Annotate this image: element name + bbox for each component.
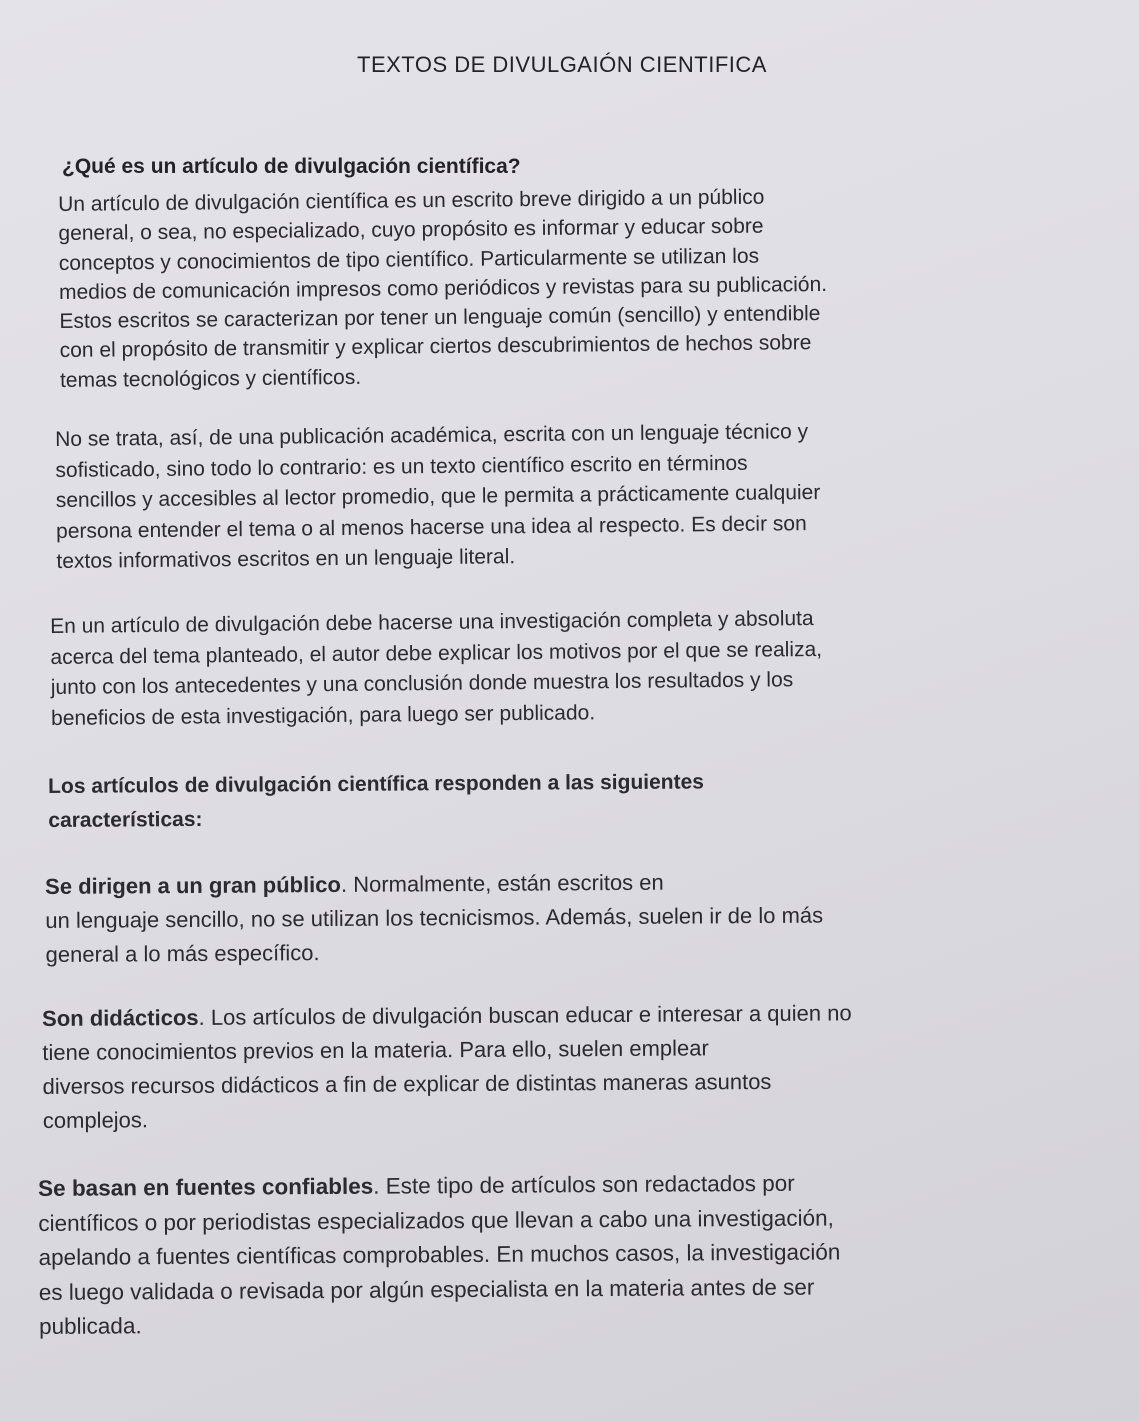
paragraph-not-academic: [55, 417, 821, 577]
text-line: conceptos y conocimientos de tipo científico. Particularmente se utilizan los: [58, 244, 760, 275]
text-line: persona entender el tema o al menos hacerse una idea al respecto. Es decir son: [55, 511, 807, 543]
document-title: TEXTOS DE DIVULGAIÓN CIENTIFICA: [357, 52, 767, 77]
text-line: es luego validada o revisada por algún especialista en la materia antes de ser: [38, 1274, 815, 1305]
text-fragment: . Normalmente, están escritos en: [340, 869, 664, 897]
text-line: general a lo más específico.: [45, 940, 320, 967]
text-line: con el propósito de transmitir y explicar ciertos descubrimientos de hechos sobre: [59, 331, 812, 363]
text-line: sofisticado, sino todo lo contrario: es un texto científico escrito en términos: [55, 451, 748, 482]
text-line: [45, 865, 823, 904]
text-line: Un artículo de divulgación científica es un escrito breve dirigido a un público: [58, 185, 765, 216]
text-line: características:: [48, 807, 203, 832]
text-fragment: . Este tipo de artículos son redactados por: [373, 1170, 795, 1199]
text-line: beneficios de esta investigación, para luego ser publicado.: [50, 700, 596, 730]
text-fragment: . Los artículos de divulgación buscan educar e interesar a quien no: [198, 1000, 852, 1030]
text-line: [38, 1166, 840, 1206]
text-line: tiene conocimientos previos en la materia. Para ello, suelen emplear: [42, 1035, 709, 1065]
paragraph-investigation: [50, 604, 823, 734]
characteristic-reliable-sources: [38, 1166, 841, 1344]
text-line: complejos.: [42, 1107, 149, 1133]
text-line: medios de comunicación impresos como periódicos y revistas para su publicación.: [58, 272, 828, 304]
text-line: general, o sea, no especializado, cuyo propósito es informar y educar sobre: [58, 214, 764, 246]
text-line: apelando a fuentes científicas comprobables. En muchos casos, la investigación: [38, 1239, 841, 1270]
characteristic-general-public: [45, 865, 823, 972]
paragraph-definition: [58, 182, 828, 395]
text-line: acerca del tema planteado, el autor debe explicar los motivos por el que se realiza,: [50, 637, 823, 669]
characteristics-heading: [48, 765, 704, 838]
text-line: [42, 996, 852, 1036]
text-line: publicada.: [38, 1313, 142, 1339]
text-line: Estos escritos se caracterizan por tener un lenguaje común (sencillo) y entendible: [59, 302, 821, 334]
text-line: textos informativos escritos en un lenguaje literal.: [56, 545, 516, 573]
text-line: En un artículo de divulgación debe hacerse una investigación completa y absoluta: [50, 607, 814, 638]
text-line: científicos o por periodistas especializados que llevan a cabo una investigación,: [38, 1204, 834, 1236]
text-line: sencillos y accesibles al lector promedio, que le permita a prácticamente cualquier: [55, 480, 821, 512]
text-line: No se trata, así, de una publicación académica, escrita con un lenguaje técnico y: [55, 420, 809, 451]
text-line: temas tecnológicos y científicos.: [59, 365, 362, 392]
section-question-heading: ¿Qué es un artículo de divulgación científica?: [62, 155, 521, 178]
characteristic-lead: Son didácticos: [42, 1004, 199, 1031]
text-line: junto con los antecedentes y una conclusión donde muestra los resultados y los: [50, 668, 794, 699]
characteristic-didactic: [42, 996, 853, 1138]
characteristic-lead: Se basan en fuentes confiables: [38, 1173, 374, 1201]
characteristic-lead: Se dirigen a un gran público: [45, 871, 342, 899]
text-line: diversos recursos didácticos a fin de explicar de distintas maneras asuntos: [42, 1068, 772, 1099]
text-line: Los artículos de divulgación científica responden a las siguientes: [48, 770, 705, 798]
text-line: un lenguaje sencillo, no se utilizan los tecnicismos. Además, suelen ir de lo más: [45, 902, 824, 933]
